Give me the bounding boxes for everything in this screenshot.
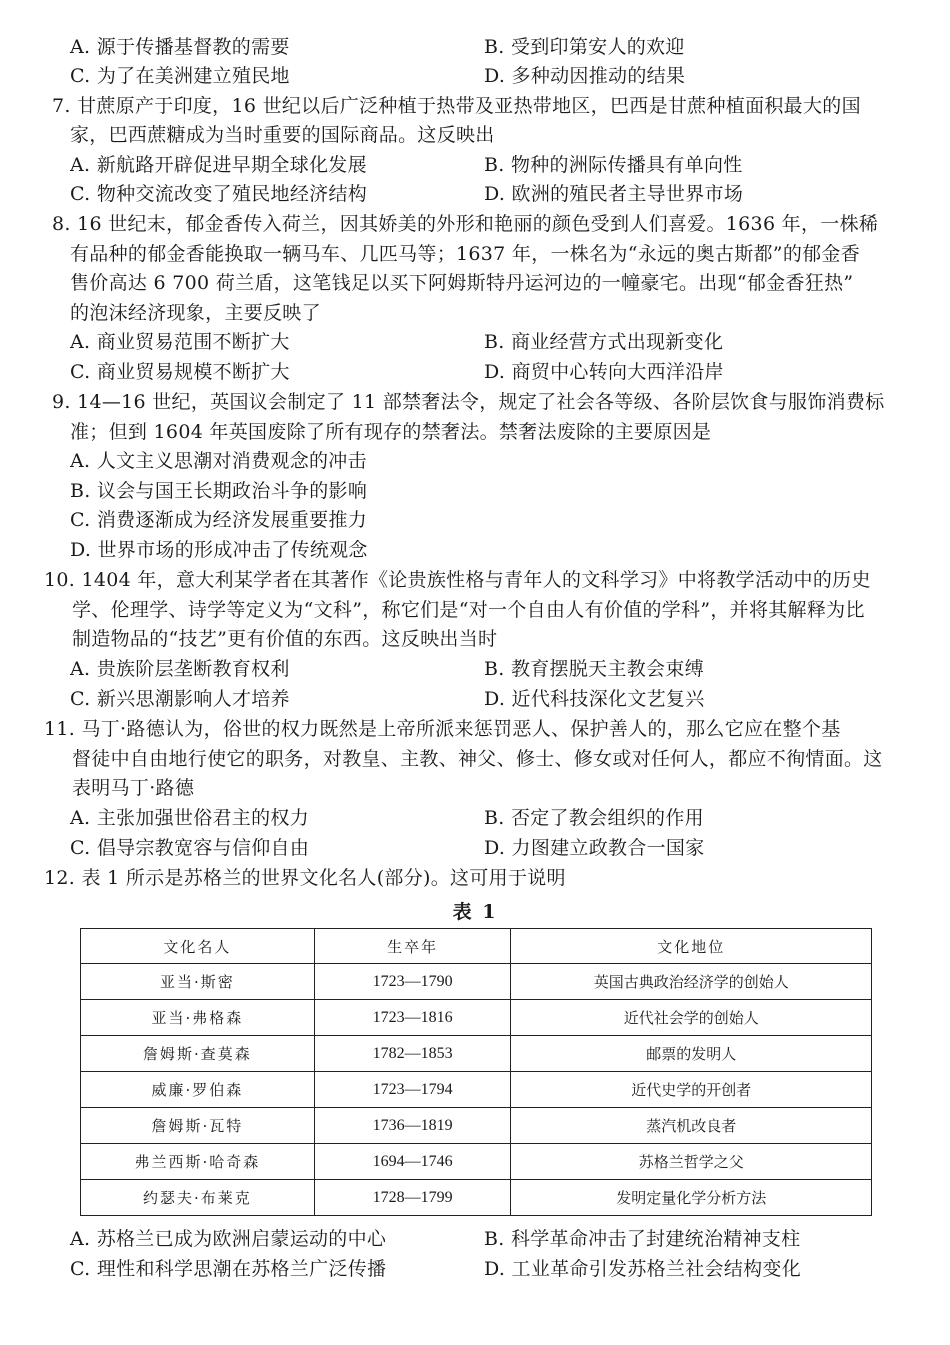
q8-option-b[interactable]: B. 商业经营方式出现新变化 xyxy=(484,331,724,353)
q11-option-b[interactable]: B. 否定了教会组织的作用 xyxy=(484,807,704,829)
cell-name: 詹姆斯·瓦特 xyxy=(81,1108,315,1144)
cell-years: 1723—1794 xyxy=(314,1072,511,1108)
cell-name: 约瑟夫·布莱克 xyxy=(81,1180,315,1216)
q12-option-a[interactable]: A. 苏格兰已成为欧洲启蒙运动的中心 xyxy=(70,1228,387,1250)
cell-name: 威廉·罗伯森 xyxy=(81,1072,315,1108)
q7-stem-line-1: 7. 甘蔗原产于印度，16 世纪以后广泛种植于热带及亚热带地区，巴西是甘蔗种植面积最大的国 xyxy=(52,95,861,117)
q6-option-d[interactable]: D. 多种动因推动的结果 xyxy=(484,65,686,87)
cell-years: 1723—1790 xyxy=(314,964,511,1000)
q8-stem-line-2: 有品种的郁金香能换取一辆马车、几匹马等；1637 年，一株名为“永远的奥古斯都”的郁金香 xyxy=(70,243,861,265)
q9-option-a[interactable]: A. 人文主义思潮对消费观念的冲击 xyxy=(70,450,367,472)
q8-option-c[interactable]: C. 商业贸易规模不断扩大 xyxy=(70,361,290,383)
table-row xyxy=(81,1036,872,1072)
q10-stem-line-1: 10. 1404 年，意大利某学者在其著作《论贵族性格与青年人的文科学习》中将教学活动中的历史 xyxy=(44,569,871,591)
cell-status: 近代史学的开创者 xyxy=(511,1072,872,1108)
column-header-years: 生卒年 xyxy=(314,929,511,964)
cell-name: 亚当·斯密 xyxy=(81,964,315,1000)
q12-stem: 12. 表 1 所示是苏格兰的世界文化名人(部分)。这可用于说明 xyxy=(44,867,566,889)
q9-stem-line-2: 准；但到 1604 年英国废除了所有现存的禁奢法。禁奢法废除的主要原因是 xyxy=(70,421,712,443)
cell-name: 詹姆斯·查莫森 xyxy=(81,1036,315,1072)
cell-status: 苏格兰哲学之父 xyxy=(511,1144,872,1180)
column-header-name: 文化名人 xyxy=(81,929,315,964)
cell-status: 发明定量化学分析方法 xyxy=(511,1180,872,1216)
q10-option-a[interactable]: A. 贵族阶层垄断教育权利 xyxy=(70,658,290,680)
q8-option-d[interactable]: D. 商贸中心转向大西洋沿岸 xyxy=(484,361,724,383)
q12-option-b[interactable]: B. 科学革命冲击了封建统治精神支柱 xyxy=(484,1228,801,1250)
table-row xyxy=(81,1000,872,1036)
q7-option-c[interactable]: C. 物种交流改变了殖民地经济结构 xyxy=(70,183,368,205)
q7-option-d[interactable]: D. 欧洲的殖民者主导世界市场 xyxy=(484,183,744,205)
cell-years: 1728—1799 xyxy=(314,1180,511,1216)
q10-stem-line-2: 学、伦理学、诗学等定义为“文科”，称它们是“对一个自由人有价值的学科”，并将其解释为比 xyxy=(72,599,865,621)
culture-figures-table xyxy=(80,928,872,1216)
cell-years: 1782—1853 xyxy=(314,1036,511,1072)
q11-stem-line-1: 11. 马丁·路德认为，俗世的权力既然是上帝所派来惩罚恶人、保护善人的，那么它应在整个基 xyxy=(44,718,841,740)
table-header-row xyxy=(81,929,872,964)
q11-stem-line-3: 表明马丁·路德 xyxy=(72,777,195,799)
q10-option-c[interactable]: C. 新兴思潮影响人才培养 xyxy=(70,688,290,710)
q12-option-c[interactable]: C. 理性和科学思潮在苏格兰广泛传播 xyxy=(70,1258,387,1280)
q7-option-a[interactable]: A. 新航路开辟促进早期全球化发展 xyxy=(70,154,367,176)
q9-option-c[interactable]: C. 消费逐渐成为经济发展重要推力 xyxy=(70,509,368,531)
q11-option-c[interactable]: C. 倡导宗教宽容与信仰自由 xyxy=(70,837,310,859)
q12-option-d[interactable]: D. 工业革命引发苏格兰社会结构变化 xyxy=(484,1258,802,1280)
cell-status: 英国古典政治经济学的创始人 xyxy=(511,964,872,1000)
cell-years: 1694—1746 xyxy=(314,1144,511,1180)
cell-name: 弗兰西斯·哈奇森 xyxy=(81,1144,315,1180)
q11-option-a[interactable]: A. 主张加强世俗君主的权力 xyxy=(70,807,310,829)
q11-option-d[interactable]: D. 力图建立政教合一国家 xyxy=(484,837,705,859)
q11-stem-line-2: 督徒中自由地行使它的职务，对教皇、主教、神父、修士、修女或对任何人，都应不徇情面。这 xyxy=(72,748,883,770)
table-caption: 表 1 xyxy=(452,901,498,923)
table-row xyxy=(81,964,872,1000)
q10-stem-line-3: 制造物品的“技艺”更有价值的东西。这反映出当时 xyxy=(72,628,498,650)
table-row xyxy=(81,1180,872,1216)
table-row xyxy=(81,1108,872,1144)
cell-years: 1723—1816 xyxy=(314,1000,511,1036)
cell-name: 亚当·弗格森 xyxy=(81,1000,315,1036)
cell-status: 近代社会学的创始人 xyxy=(511,1000,872,1036)
q7-stem-line-2: 家，巴西蔗糖成为当时重要的国际商品。这反映出 xyxy=(70,124,495,146)
cell-status: 蒸汽机改良者 xyxy=(511,1108,872,1144)
q9-stem-line-1: 9. 14—16 世纪，英国议会制定了 11 部禁奢法令，规定了社会各等级、各阶层饮食与服饰消费标 xyxy=(52,391,885,413)
q6-option-c[interactable]: C. 为了在美洲建立殖民地 xyxy=(70,65,290,87)
q6-option-a[interactable]: A. 源于传播基督教的需要 xyxy=(70,36,290,58)
q10-option-b[interactable]: B. 教育摆脱天主教会束缚 xyxy=(484,658,704,680)
q8-option-a[interactable]: A. 商业贸易范围不断扩大 xyxy=(70,331,290,353)
cell-years: 1736—1819 xyxy=(314,1108,511,1144)
q8-stem-line-4: 的泡沫经济现象，主要反映了 xyxy=(70,302,321,324)
cell-status: 邮票的发明人 xyxy=(511,1036,872,1072)
q9-option-d[interactable]: D. 世界市场的形成冲击了传统观念 xyxy=(70,539,368,561)
q7-option-b[interactable]: B. 物种的洲际传播具有单向性 xyxy=(484,154,743,176)
table-row xyxy=(81,1072,872,1108)
column-header-status: 文化地位 xyxy=(511,929,872,964)
q9-option-b[interactable]: B. 议会与国王长期政治斗争的影响 xyxy=(70,480,368,502)
table-row xyxy=(81,1144,872,1180)
q6-option-b[interactable]: B. 受到印第安人的欢迎 xyxy=(484,36,685,58)
q8-stem-line-1: 8. 16 世纪末，郁金香传入荷兰，因其娇美的外形和艳丽的颜色受到人们喜爱。1636 年，一株稀 xyxy=(52,213,879,235)
q8-stem-line-3: 售价高达 6 700 荷兰盾，这笔钱足以买下阿姆斯特丹运河边的一幢豪宅。出现“郁金香狂热” xyxy=(70,272,854,294)
q10-option-d[interactable]: D. 近代科技深化文艺复兴 xyxy=(484,688,705,710)
